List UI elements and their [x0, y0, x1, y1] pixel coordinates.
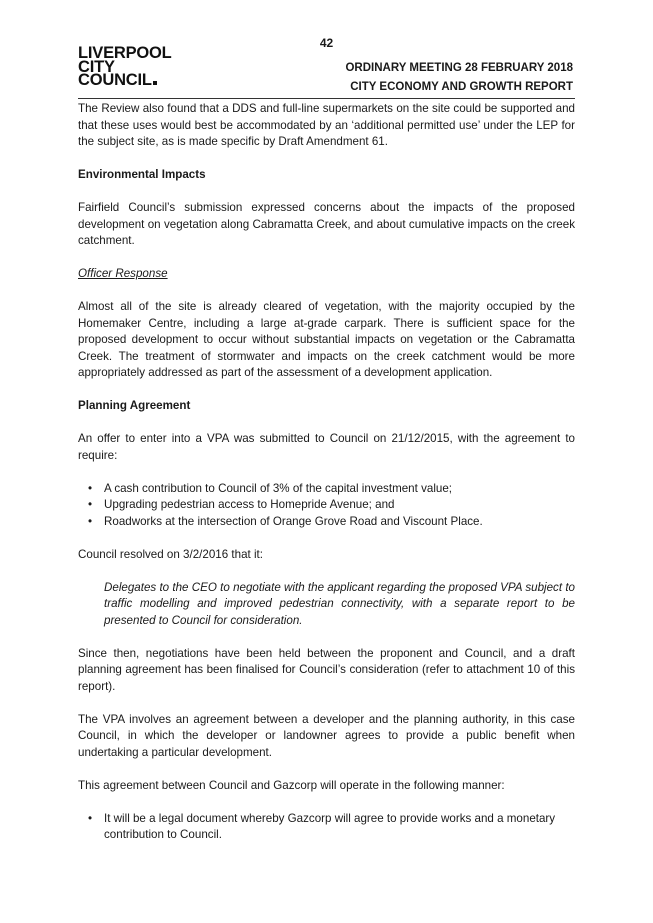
list-item: • Upgrading pedestrian access to Homepride Avenue; and — [78, 497, 575, 514]
agreement-manner-list — [78, 811, 575, 844]
bullet-icon: • — [88, 514, 93, 528]
list-item: • Roadworks at the intersection of Orange Grove Road and Viscount Place. — [78, 514, 575, 531]
report-body — [78, 101, 575, 844]
logo-line-1: LIVERPOOL — [78, 44, 172, 62]
report-title: CITY ECONOMY AND GROWTH REPORT — [350, 81, 573, 93]
bullet-icon: • — [88, 481, 93, 495]
paragraph-council-resolution: Council resolved on 3/2/2016 that it: — [78, 547, 263, 561]
paragraph-agreement-manner: This agreement between Council and Gazcorp will operate in the following manner: — [78, 778, 505, 792]
council-logo — [78, 44, 172, 89]
paragraph-review: The Review also found that a DDS and full-line supermarkets on the site could be supported and that these uses would best be accommodated by an ‘additional permitted use’ under the LEP for the subject site, as is made specific by Draft Amendment 61. — [78, 102, 575, 148]
logo-line-3: COUNCIL — [78, 71, 152, 89]
paragraph-vpa-definition: The VPA involves an agreement between a developer and the planning authority, in this case Council, in which the developer or landowner agrees to provide a public benefit when undertaking a particular development. — [78, 712, 575, 759]
page-number: 42 — [319, 36, 334, 50]
subheading-officer-response: Officer Response — [78, 267, 168, 280]
bullet-icon: • — [88, 811, 93, 825]
resolution-quote: Delegates to the CEO to negotiate with the applicant regarding the proposed VPA subject to traffic modelling and improved pedestrian connectivity, with a separate report to be presented to Council for consideration. — [104, 580, 575, 627]
meeting-title: ORDINARY MEETING 28 FEBRUARY 2018 — [345, 62, 573, 74]
paragraph-vpa-offer: An offer to enter into a VPA was submitted to Council on 21/12/2015, with the agreement to require: — [78, 432, 575, 462]
paragraph-negotiations: Since then, negotiations have been held between the proponent and Council, and a draft planning agreement has been finalised for Council’s consideration (refer to attachment 10 of this report). — [78, 646, 575, 693]
report-header — [345, 59, 573, 97]
bullet-icon: • — [88, 498, 93, 511]
logo-line-2: CITY — [78, 57, 115, 76]
vpa-requirements-list — [78, 481, 575, 531]
heading-environmental-impacts: Environmental Impacts — [78, 168, 206, 181]
heading-planning-agreement: Planning Agreement — [78, 399, 191, 412]
header-divider — [78, 98, 575, 99]
list-item: • It will be a legal document whereby Gazcorp will agree to provide works and a monetary contribution to Council. — [88, 811, 556, 841]
logo-dot-icon — [153, 81, 157, 85]
paragraph-fairfield-submission: Fairfield Council’s submission expressed concerns about the impacts of the proposed development on vegetation along Cabramatta Creek, and about cumulative impacts on the creek catchment. — [78, 201, 575, 247]
paragraph-officer-response: Almost all of the site is already cleared of vegetation, with the majority occupied by the Homemaker Centre, including a large at-grade carpark. There is sufficient space for the proposed development to occur without substantial impacts on vegetation or the Cabramatta Creek. The treatment of stormwater and impacts on the creek catchment would be more appropriately addressed as part of the assessment of a development application. — [78, 300, 575, 379]
list-item: • A cash contribution to Council of 3% of the capital investment value; — [78, 481, 575, 498]
